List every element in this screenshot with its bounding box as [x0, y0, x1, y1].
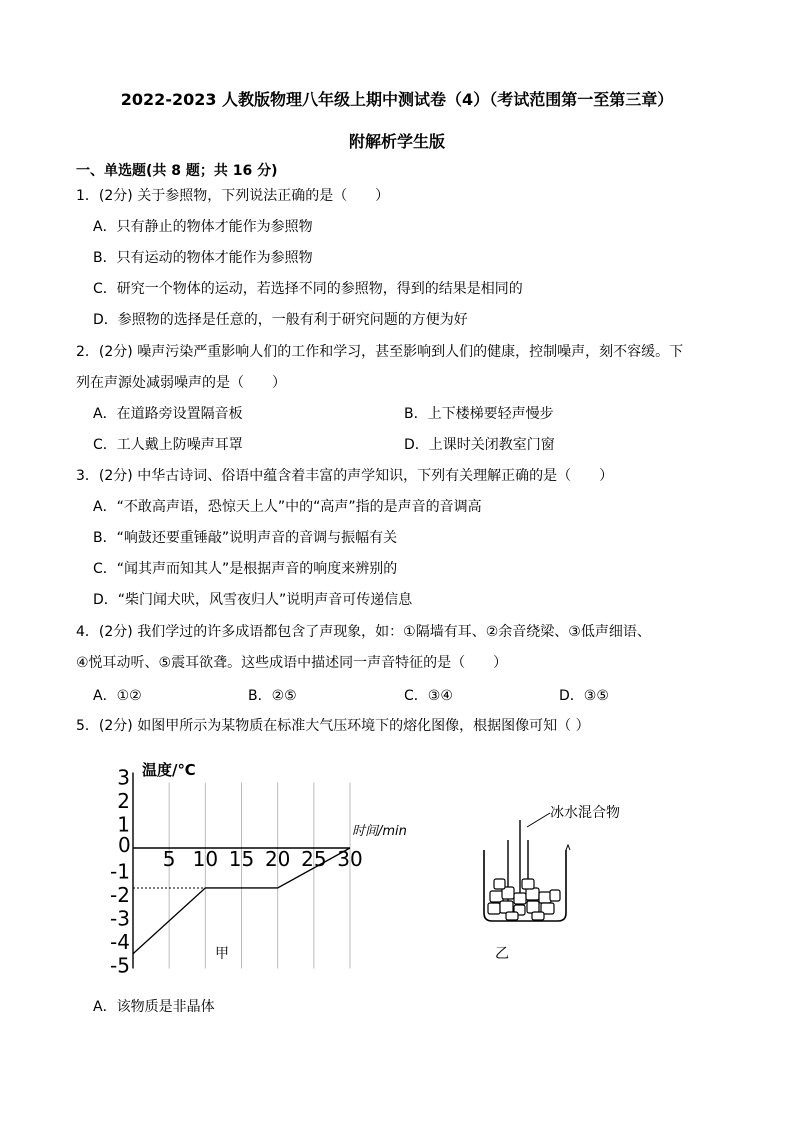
ice-cube-icon [494, 879, 505, 889]
ice-cube-icon [490, 891, 503, 902]
y-tick-label: -1 [110, 859, 130, 884]
question-3-option-d: D．“柴门闻犬吠，风雪夜归人”说明声音可传递信息 [93, 592, 413, 608]
question-5-option-a: A．该物质是非晶体 [93, 999, 215, 1015]
question-3-option-b: B．“响鼓还要重锤敲”说明声音的音调与振幅有关 [93, 530, 398, 546]
y-tick-label: -4 [110, 930, 130, 954]
ice-cube-icon [514, 893, 526, 904]
ice-cube-icon [526, 888, 539, 900]
question-2-option-b: B．上下楼梯要轻声慢步 [404, 406, 554, 422]
question-2-stem-cont: 列在声源处减弱噪声的是（ ） [76, 375, 286, 391]
y-tick-label: -5 [110, 953, 130, 978]
x-tick-label: 15 [228, 847, 255, 871]
x-tick-label: 20 [264, 847, 291, 871]
question-2-option-d: D．上课时关闭教室门窗 [404, 437, 555, 453]
ice-cube-icon [550, 890, 560, 901]
melting-curve-chart [100, 755, 407, 978]
question-2-stem: 2．(2分) 噪声污染严重影响人们的工作和学习，甚至影响到人们的健康，控制噪声，刻不容缓。下 [76, 344, 684, 360]
beaker-label: 冰水混合物 [550, 805, 620, 821]
chart-grid [169, 783, 350, 969]
question-1-option-c: C．研究一个物体的运动，若选择不同的参照物，得到的结果是相同的 [93, 281, 523, 297]
ice-cube-icon [527, 901, 539, 913]
ice-cubes-icon [488, 879, 560, 920]
question-2-option-a: A．在道路旁设置隔音板 [93, 406, 243, 422]
chart-tick-labels [110, 766, 363, 978]
question-4-stem: 4．(2分) 我们学过的许多成语都包含了声现象，如：①隔墙有耳、②余音绕梁、③低声细语、 [76, 624, 651, 640]
y-tick-label: -3 [110, 906, 130, 931]
x-tick-label: 5 [162, 847, 176, 871]
question-2-option-c: C．工人戴上防噪声耳罩 [93, 437, 243, 453]
x-axis-label: 时间/min [352, 824, 407, 839]
figure-label-left: 甲 [215, 946, 229, 962]
question-4-option-d: D．③⑤ [559, 688, 609, 704]
question-1-option-d: D．参照物的选择是任意的，一般有利于研究问题的方便为好 [93, 312, 468, 328]
question-3-option-c: C．“闻其声而知其人”是根据声音的响度来辨别的 [93, 561, 398, 577]
question-1-stem: 1．(2分) 关于参照物，下列说法正确的是（ ） [76, 188, 390, 204]
y-tick-label: 3 [117, 765, 130, 790]
question-5-stem: 5．(2分) 如图甲所示为某物质在标准大气压环境下的熔化图像，根据图像可知（ ） [76, 718, 590, 734]
figure-label-right: 乙 [495, 946, 509, 962]
x-tick-label: 25 [301, 847, 327, 871]
ice-cube-icon [500, 901, 513, 913]
y-tick-label: 2 [117, 789, 130, 813]
question-3-stem: 3．(2分) 中华古诗词、俗语中蕴含着丰富的声学知识，下列有关理解正确的是（ ） [76, 468, 614, 484]
question-4-option-c: C．③④ [404, 688, 453, 704]
ice-cube-icon [506, 912, 518, 920]
ice-cube-icon [488, 903, 500, 914]
page-subtitle: 附解析学生版 [348, 132, 445, 151]
x-tick-label: 10 [192, 847, 219, 871]
question-3-option-a: A．“不敢高声语，恐惊天上人”中的“高声”指的是声音的音调高 [93, 499, 482, 515]
section-heading: 一、单选题(共 8 题；共 16 分) [76, 163, 278, 179]
y-tick-label: 1 [117, 812, 130, 837]
y-axis-label: 温度/℃ [142, 761, 196, 779]
question-1-option-a: A．只有静止的物体才能作为参照物 [93, 219, 313, 235]
question-4-option-a: A．①② [93, 688, 142, 704]
y-tick-label: -2 [110, 883, 130, 907]
origin-label: 0 [118, 833, 131, 857]
page-title: 2022-2023 人教版物理八年级上期中测试卷（4）（考试范围第一至第三章） [120, 90, 674, 109]
ice-cube-icon [532, 912, 544, 920]
ice-cube-icon [539, 892, 551, 903]
ice-cube-icon [522, 879, 534, 889]
question-1-option-b: B．只有运动的物体才能作为参照物 [93, 250, 313, 266]
question-4-stem-cont: ④悦耳动听、⑤震耳欲聋。这些成语中描述同一声音特征的是（ ） [76, 655, 508, 671]
x-tick-label: 30 [337, 847, 363, 871]
question-4-option-b: B．②⑤ [248, 688, 297, 704]
